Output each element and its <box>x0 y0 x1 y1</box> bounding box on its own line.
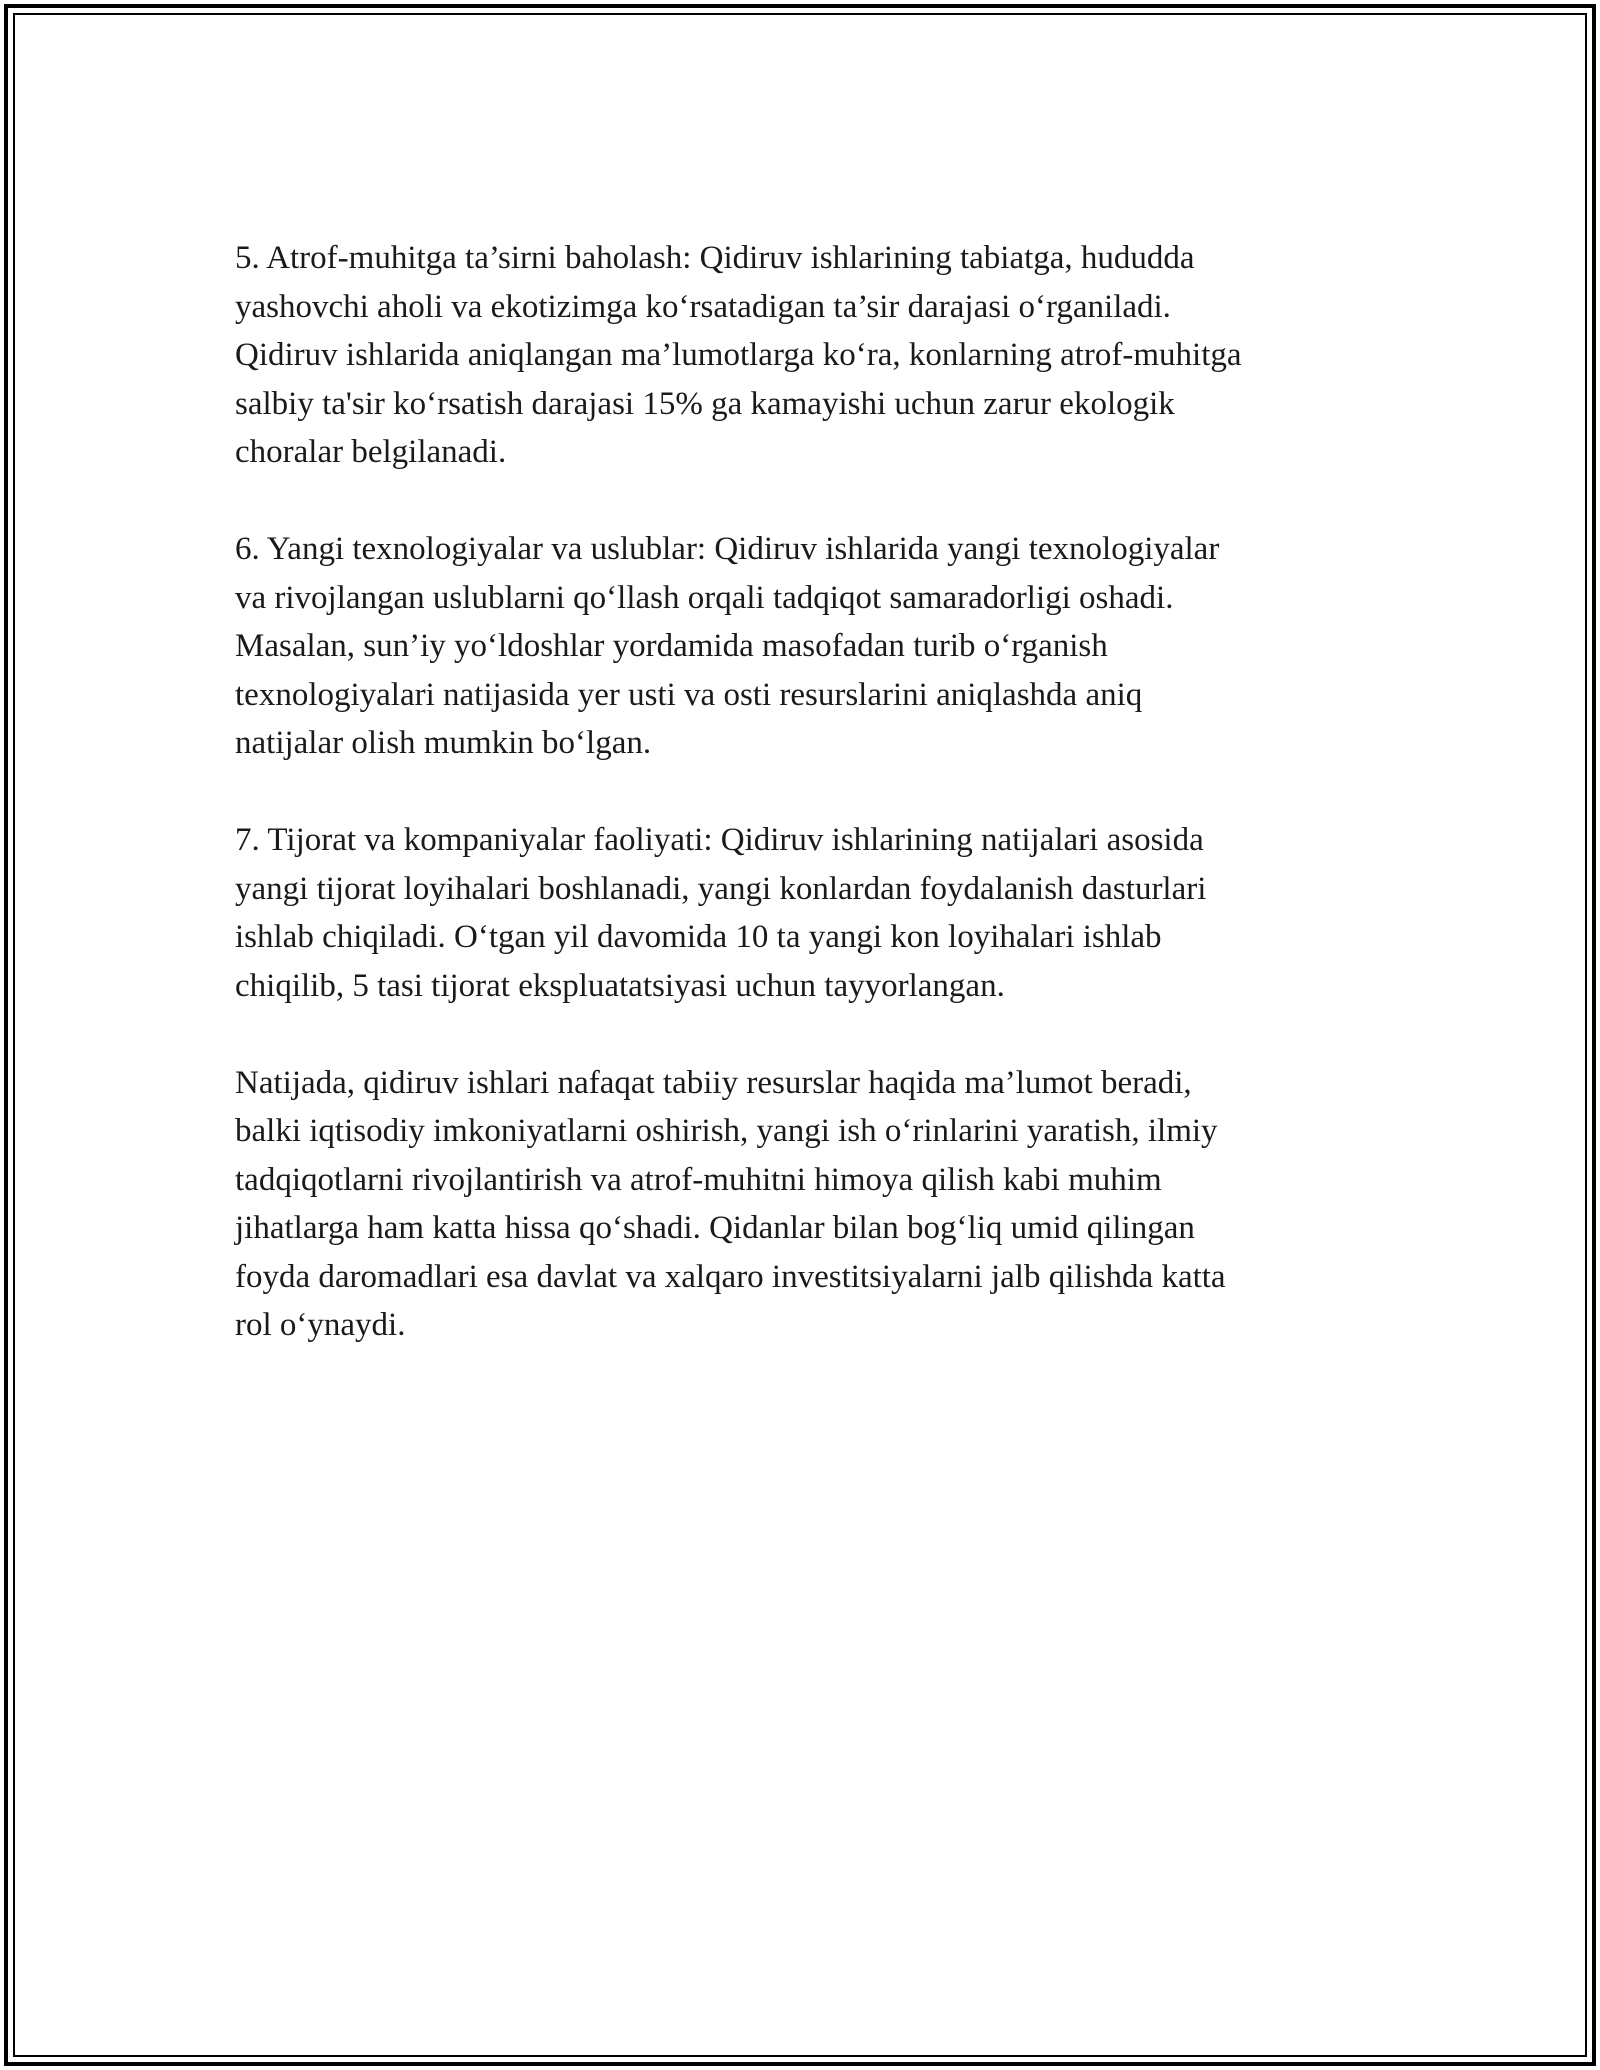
paragraph-commerce-companies: 7. Tijorat va kompaniyalar faoliyati: Qidiruv ishlarining natijalari asosida yangi tijorat loyihalari boshlanadi, yangi konlardan foydalanish dasturlari ishlab chiqiladi. O‘tgan yil davomida 10 ta yangi kon loyihalari ishlab chiqilib, 5 tasi tijorat ekspluatatsiyasi uchun tayyorlangan. <box>235 822 1207 1004</box>
paragraph-new-technologies: 6. Yangi texnologiyalar va uslublar: Qidiruv ishlarida yangi texnologiyalar va rivojlangan uslublarni qo‘llash orqali tadqiqot samaradorligi oshadi. Masalan, sun’iy yo‘ldoshlar yordamida masofadan turib o‘rganish texnologiyalari natijasida yer usti va osti resurslarini aniqlashda aniq natijalar olish mumkin bo‘lgan. <box>235 531 1220 761</box>
paragraph-environmental-assessment: 5. Atrof-muhitga ta’sirni baholash: Qidiruv ishlarining tabiatga, hududda yashovchi aholi va ekotizimga ko‘rsatadigan ta’sir darajasi o‘rganiladi. Qidiruv ishlarida aniqlangan ma’lumotlarga ko‘ra, konlarning atrof-muhitga salbiy ta'sir ko‘rsatish darajasi 15% ga kamayishi uchun zarur ekologik choralar belgilanadi. <box>235 240 1242 470</box>
document-body <box>235 234 1375 1398</box>
paragraph-conclusion: Natijada, qidiruv ishlari nafaqat tabiiy resurslar haqida ma’lumot beradi, balki iqtisodiy imkoniyatlarni oshirish, yangi ish o‘rinlarini yaratish, ilmiy tadqiqotlarni rivojlantirish va atrof-muhitni himoya qilish kabi muhim jihatlarga ham katta hissa qo‘shadi. Qidanlar bilan bog‘liq umid qilingan foyda daromadlari esa davlat va xalqaro investitsiyalarni jalb qilishda katta rol o‘ynaydi. <box>235 1064 1226 1343</box>
